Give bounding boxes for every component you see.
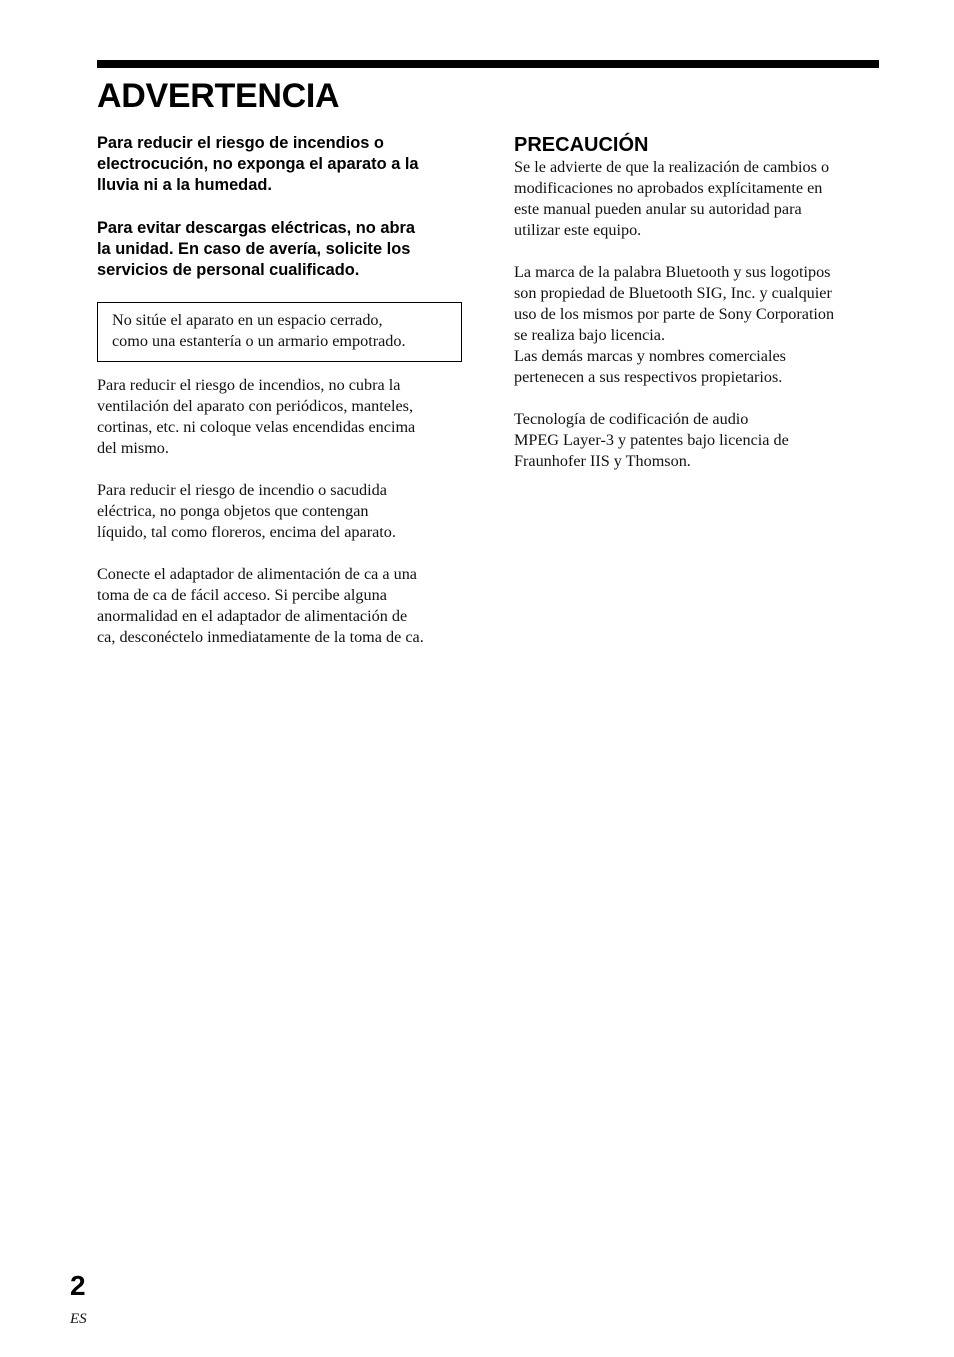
ventilation-paragraph [97,375,465,459]
text-line: Se le advierte de que la realización de cambios o [514,158,830,176]
text-line: toma de ca de fácil acceso. Si percibe alguna [97,586,387,605]
mpeg-paragraph [514,409,884,472]
text-line: Para reducir el riesgo de incendios o [97,134,384,152]
text-line: anormalidad en el adaptador de alimentación de [97,607,408,626]
text-line: son propiedad de Bluetooth SIG, Inc. y cualquier [514,284,832,302]
trademark-paragraph [514,262,884,388]
right-column [514,133,884,493]
text-line: La marca de la palabra Bluetooth y sus logotipos [514,263,831,281]
text-line: Para reducir el riesgo de incendio o sacudida [97,481,387,500]
text-line: pertenecen a sus respectivos propietarios. [514,368,783,386]
text-line: se realiza bajo licencia. [514,326,665,344]
text-line: Conecte el adaptador de alimentación de ca a una [97,565,417,584]
text-line: utilizar este equipo. [514,221,642,239]
text-line: del mismo. [97,439,169,458]
text-line: como una estantería o un armario empotrado. [112,332,406,351]
text-line: modificaciones no aprobados explícitamente en [514,179,823,197]
text-line: Para evitar descargas eléctricas, no abra [97,218,415,237]
text-line: lluvia ni a la humedad. [97,176,272,195]
text-line: ventilación del aparato con periódicos, manteles, [97,397,413,416]
text-line: uso de los mismos por parte de Sony Corporation [514,305,835,323]
text-line: No sitúe el aparato en un espacio cerrado, [112,311,383,330]
text-line: Para reducir el riesgo de incendios, no cubra la [97,376,401,395]
text-line: Fraunhofer IIS y Thomson. [514,452,691,470]
text-line: este manual pueden anular su autoridad para [514,200,802,218]
text-line: ca, desconéctelo inmediatamente de la toma de ca. [97,628,424,647]
text-line: líquido, tal como floreros, encima del aparato. [97,523,396,542]
placement-notice-box [97,302,462,362]
text-line: Las demás marcas y nombres comerciales [514,347,786,365]
text-line: electrocución, no exponga el aparato a la [97,155,419,174]
text-line: eléctrica, no ponga objetos que contengan [97,502,369,521]
modification-paragraph [514,157,884,241]
left-column [97,133,465,669]
text-line: Tecnología de codificación de audio [514,410,749,428]
top-rule [97,60,879,68]
liquid-paragraph [97,480,465,543]
text-line: cortinas, etc. ni coloque velas encendidas encima [97,418,416,437]
adapter-paragraph [97,564,465,648]
page-title: ADVERTENCIA [97,77,340,115]
fire-shock-warning [97,133,465,197]
text-line: MPEG Layer-3 y patentes bajo licencia de [514,431,789,449]
text-line: la unidad. En caso de avería, solicite los [97,239,411,258]
language-code: ES [70,1311,87,1327]
page-number: 2 [70,1270,86,1301]
open-unit-warning [97,218,465,282]
text-line: servicios de personal cualificado. [97,261,360,280]
caution-heading: PRECAUCIÓN [514,134,649,156]
